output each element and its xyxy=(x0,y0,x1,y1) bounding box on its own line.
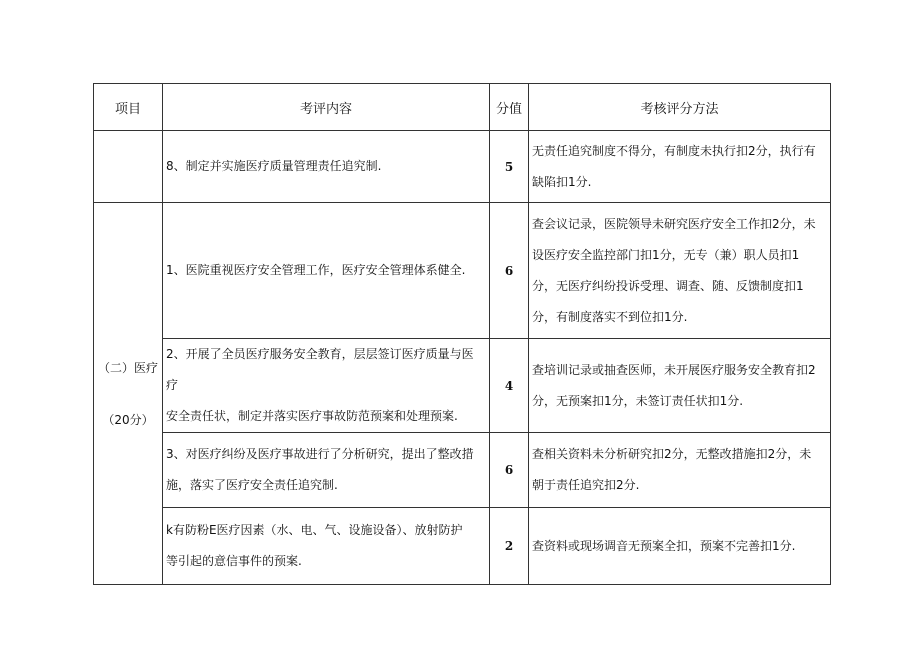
table-row xyxy=(94,131,831,203)
header-item: 项目 xyxy=(94,84,163,131)
method-cell: 查培训记录或抽查医师，未开展医疗服务安全教育扣2 分，无预案扣1分，未签订责任状扣1分. xyxy=(529,339,831,433)
header-method: 考核评分方法 xyxy=(529,84,831,131)
item-cell xyxy=(94,131,163,203)
header-score: 分值 xyxy=(490,84,529,131)
score-cell: 2 xyxy=(490,508,529,585)
table-row xyxy=(94,433,831,508)
header-content: 考评内容 xyxy=(163,84,490,131)
content-cell: 2、开展了全员医疗服务安全教育，层层签订医疗质量与医疗 安全责任状，制定并落实医疗事故防范预案和处理预案. xyxy=(163,339,490,433)
score-cell: 6 xyxy=(490,433,529,508)
method-cell: 查会议记录，医院领导未研究医疗安全工作扣2分，未 设医疗安全监控部门扣1分，无专（兼）职人员扣1 分，无医疗纠纷投诉受理、调查、随、反馈制度扣1 分，有制度落实不到位扣1分. xyxy=(529,203,831,339)
content-cell: 1、医院重视医疗安全管理工作，医疗安全管理体系健全. xyxy=(163,203,490,339)
group-item-cell xyxy=(94,203,163,585)
content-cell: 8、制定并实施医疗质量管理责任追究制. xyxy=(163,131,490,203)
score-cell: 6 xyxy=(490,203,529,339)
method-cell: 查相关资料未分析研究扣2分，无整改措施扣2分，未 朝于责任追究扣2分. xyxy=(529,433,831,508)
score-cell: 5 xyxy=(490,131,529,203)
table-row xyxy=(94,508,831,585)
content-cell: k有防粉E医疗因素（水、电、气、设施设备）、放射防护 等引起的意信事件的预案. xyxy=(163,508,490,585)
method-cell: 查资料或现场调音无预案全扣，预案不完善扣1分. xyxy=(529,508,831,585)
score-cell: 4 xyxy=(490,339,529,433)
evaluation-table xyxy=(93,83,831,585)
header-row xyxy=(94,84,831,131)
group-label: （二）医疗 xyxy=(97,360,158,375)
table-row xyxy=(94,203,831,339)
method-cell: 无责任追究制度不得分，有制度未执行扣2分，执行有 缺陷扣1分. xyxy=(529,131,831,203)
table-row xyxy=(94,339,831,433)
group-points: （20分） xyxy=(102,412,154,427)
content-cell: 3、对医疗纠纷及医疗事故进行了分析研究，提出了整改措 施，落实了医疗安全责任追究制. xyxy=(163,433,490,508)
